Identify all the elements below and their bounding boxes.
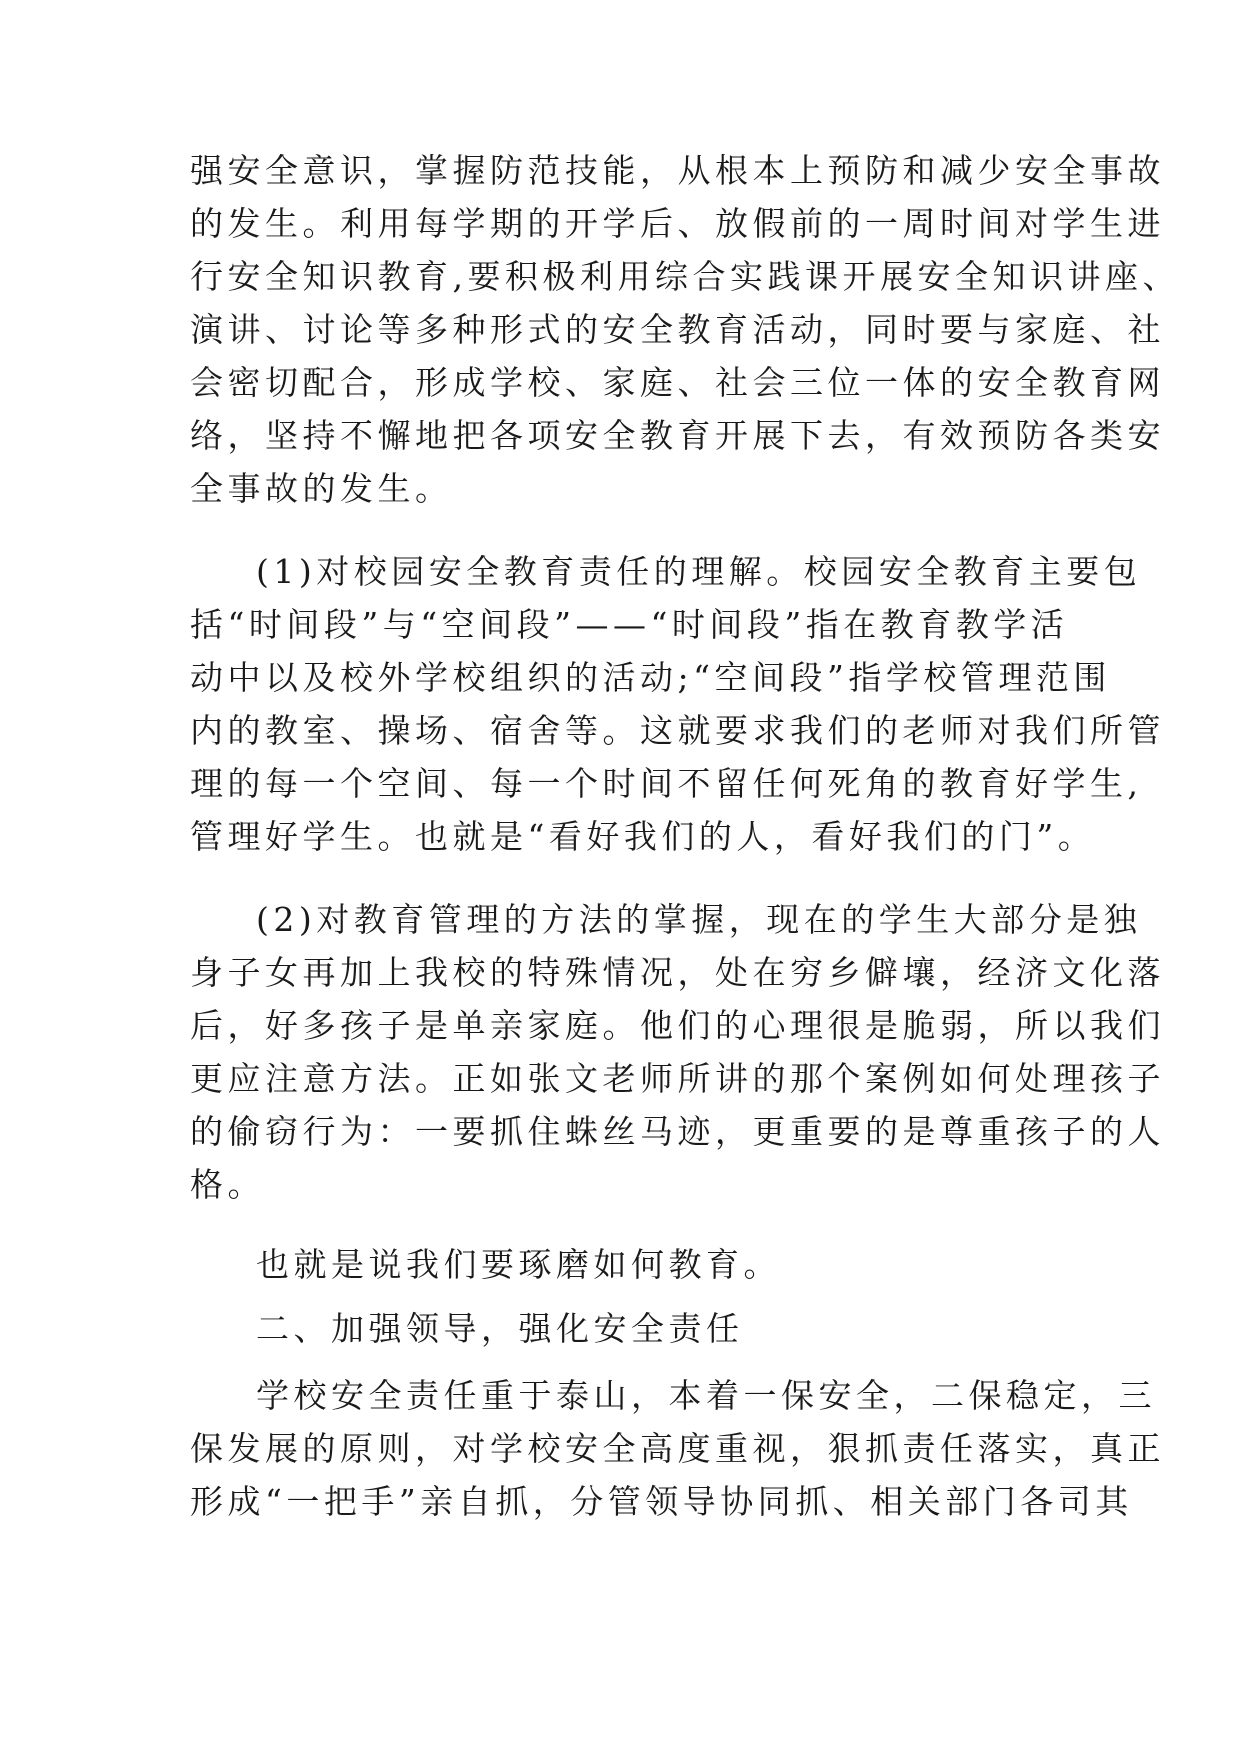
text-line: 的发生。利用每学期的开学后、放假前的一周时间对学生进 [190,204,1165,243]
paragraph-start-line: (2)对教育管理的方法的掌握，现在的学生大部分是独 [256,900,1142,939]
text-line: 络，坚持不懈地把各项安全教育开展下去，有效预防各类安 [190,416,1165,455]
text-line: 身子女再加上我校的特殊情况，处在穷乡僻壤，经济文化落 [190,953,1165,992]
text-line: 行安全知识教育,要积极利用综合实践课开展安全知识讲座、 [190,257,1180,296]
text-line: 动中以及校外学校组织的活动;“空间段”指学校管理范围 [190,658,1111,697]
text-line: 理的每一个空间、每一个时间不留任何死角的教育好学生, [190,764,1143,803]
text-line: 强安全意识，掌握防范技能，从根本上预防和减少安全事故 [190,151,1165,190]
text-line: 管理好学生。也就是“看好我们的人，看好我们的门”。 [190,817,1096,856]
text-line: 内的教室、操场、宿舍等。这就要求我们的老师对我们所管 [190,711,1165,750]
text-line: 演讲、讨论等多种形式的安全教育活动，同时要与家庭、社 [190,310,1165,349]
text-line: 格。 [190,1165,265,1204]
text-line: 更应注意方法。正如张文老师所讲的那个案例如何处理孩子 [190,1059,1165,1098]
paragraph-start-line: 学校安全责任重于泰山，本着一保安全，二保稳定，三 [256,1376,1156,1415]
text-line: 保发展的原则，对学校安全高度重视，狠抓责任落实，真正 [190,1429,1165,1468]
paragraph-start-line: 也就是说我们要琢磨如何教育。 [256,1245,781,1284]
text-line: 后，好多孩子是单亲家庭。他们的心理很是脆弱，所以我们 [190,1006,1165,1045]
text-line: 会密切配合，形成学校、家庭、社会三位一体的安全教育网 [190,363,1165,402]
paragraph-start-line: (1)对校园安全教育责任的理解。校园安全教育主要包 [256,552,1142,591]
text-line: 全事故的发生。 [190,469,453,508]
text-line: 括“时间段”与“空间段”——“时间段”指在教育教学活 [190,605,1069,644]
text-line: 的偷窃行为：一要抓住蛛丝马迹，更重要的是尊重孩子的人 [190,1112,1165,1151]
text-line: 形成“一把手”亲自抓，分管领导协同抓、相关部门各司其 [190,1482,1133,1521]
section-heading: 二、加强领导，强化安全责任 [256,1309,744,1348]
